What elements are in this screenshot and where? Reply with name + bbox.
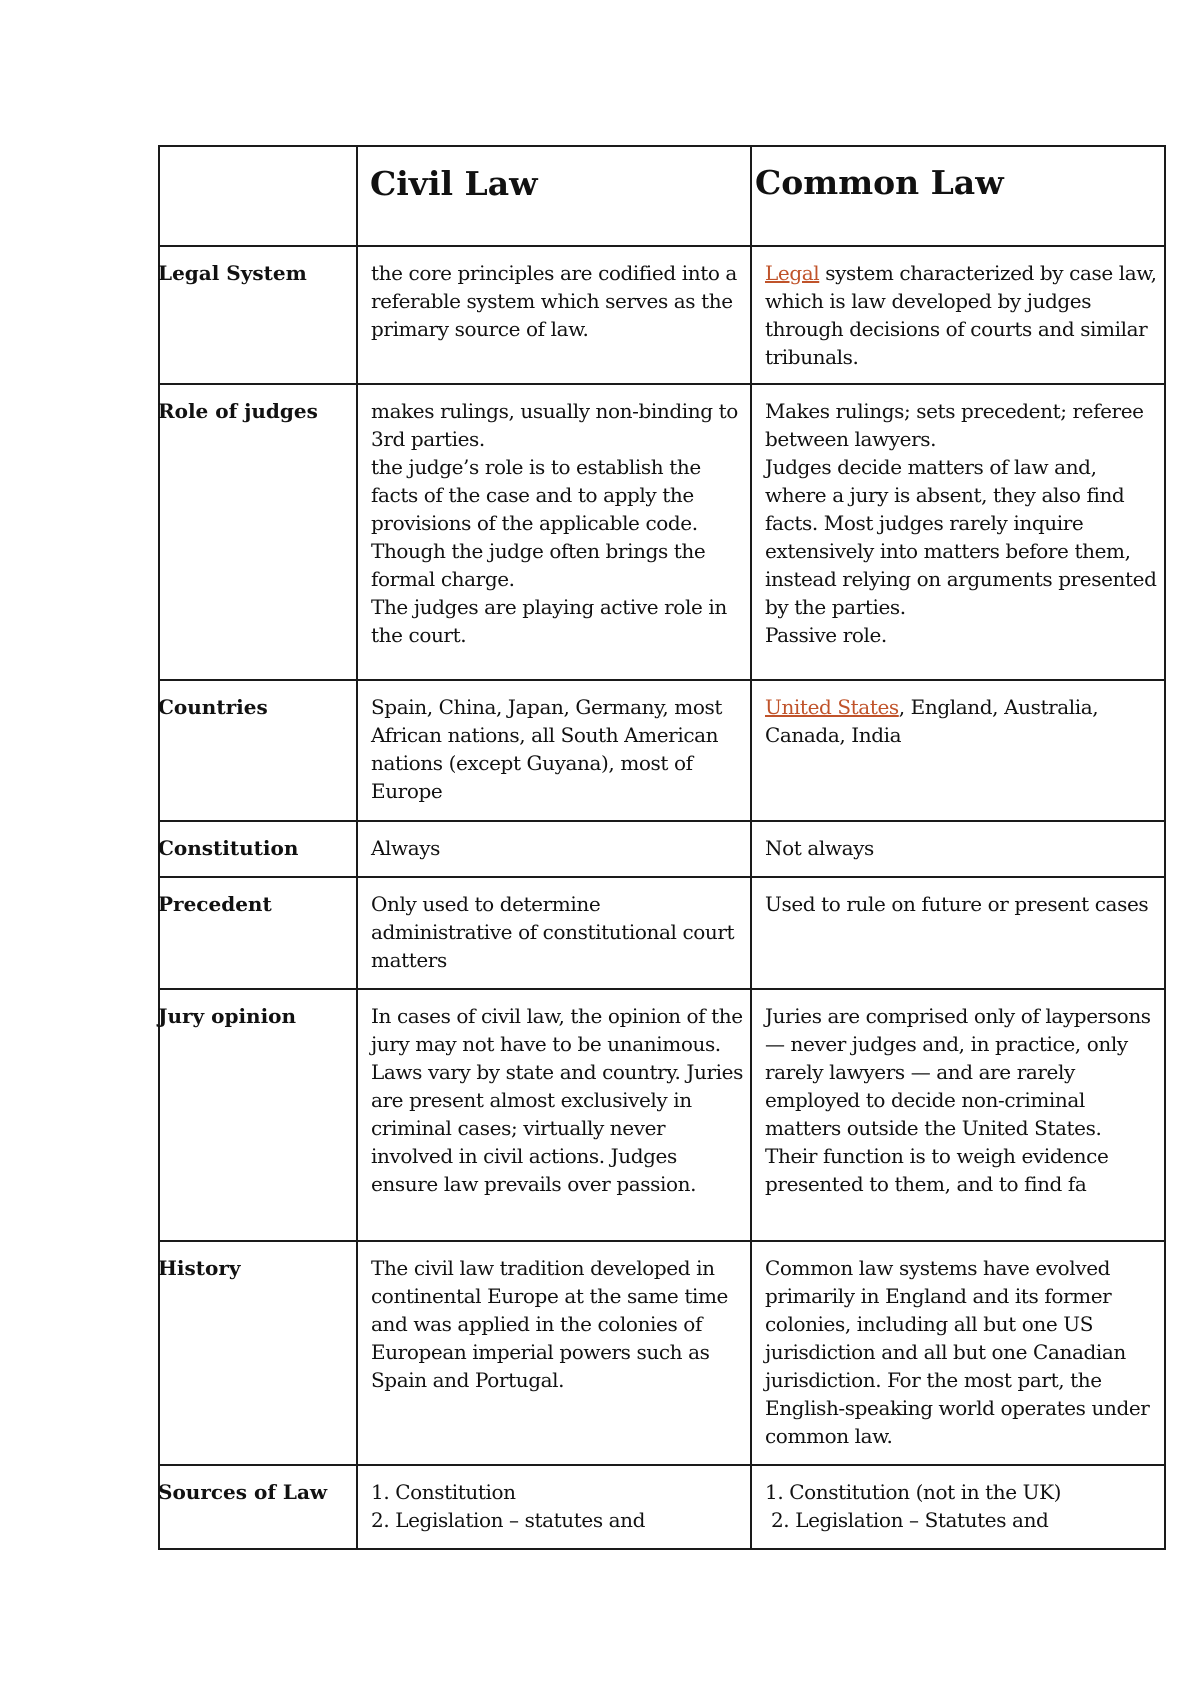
common-text: 1. Constitution (not in the UK) — [765, 1480, 1062, 1504]
row-label: Jury opinion — [158, 1004, 297, 1028]
table-row-legal-system — [159, 246, 1165, 384]
common-text: system characterized by case law, which is law developed by judges through decisions of courts and similar tribunals. — [765, 261, 1157, 369]
comparison-table — [158, 145, 1166, 1550]
common-text: 2. Legislation – Statutes and — [765, 1508, 1049, 1532]
common-cell — [751, 246, 1165, 384]
table-row-sources-of-law — [159, 1465, 1165, 1549]
civil-cell — [357, 821, 751, 877]
row-label-cell — [159, 246, 357, 384]
table-row-jury-opinion — [159, 989, 1165, 1241]
row-label: Role of judges — [158, 399, 318, 423]
civil-text: Spain, China, Japan, Germany, most African nations, all South American nations (except Guyana), most of Europe — [371, 695, 722, 803]
common-cell — [751, 821, 1165, 877]
united-states-link[interactable]: United States — [765, 695, 899, 719]
row-label: Precedent — [158, 892, 272, 916]
row-label-cell — [159, 1465, 357, 1549]
row-label-cell — [159, 384, 357, 680]
civil-cell — [357, 384, 751, 680]
common-text: Not always — [765, 836, 874, 860]
common-text: Passive role. — [765, 623, 887, 647]
civil-text: The judges are playing active role in the court. — [371, 595, 727, 647]
corner-cell — [159, 146, 357, 246]
civil-cell — [357, 680, 751, 821]
common-cell — [751, 1241, 1165, 1465]
common-text: , England, Australia, Canada, India — [765, 695, 1099, 747]
row-label: Constitution — [158, 836, 299, 860]
legal-link[interactable]: Legal — [765, 261, 820, 285]
civil-cell — [357, 877, 751, 989]
common-cell — [751, 1465, 1165, 1549]
table-row-role-of-judges — [159, 384, 1165, 680]
civil-text: 1. Constitution — [371, 1480, 516, 1504]
civil-cell — [357, 246, 751, 384]
row-label: Sources of Law — [158, 1480, 328, 1504]
civil-text: Always — [371, 836, 441, 860]
common-cell — [751, 384, 1165, 680]
header-civil-cell — [357, 146, 751, 246]
common-cell — [751, 877, 1165, 989]
header-civil-law: Civil Law — [370, 164, 538, 203]
table-row-precedent — [159, 877, 1165, 989]
civil-text: the judge’s role is to establish the facts of the case and to apply the provisions of the applicable code. Though the judge often brings the formal charge. — [371, 455, 706, 591]
common-text: Judges decide matters of law and, where a jury is absent, they also find facts. Most judges rarely inquire extensively into matters before them, instead relying on arguments presented by the parties. — [765, 455, 1157, 619]
civil-text: 2. Legislation – statutes and — [371, 1508, 646, 1532]
civil-text: the core principles are codified into a referable system which serves as the primary source of law. — [371, 261, 737, 341]
table-row-history — [159, 1241, 1165, 1465]
row-label-cell — [159, 821, 357, 877]
row-label-cell — [159, 1241, 357, 1465]
header-row — [159, 146, 1165, 246]
civil-text: The civil law tradition developed in continental Europe at the same time and was applied in the colonies of European imperial powers such as Spain and Portugal. — [371, 1256, 728, 1392]
row-label: Legal System — [158, 261, 307, 285]
row-label-cell — [159, 680, 357, 821]
common-text: Juries are comprised only of laypersons — never judges and, in practice, only rarely lawyers — and are rarely employed to decide non-criminal matters outside the United States. Their function is to weigh evidence presented to them, and to find fa — [765, 1004, 1151, 1196]
row-label: Countries — [158, 695, 268, 719]
table-row-countries — [159, 680, 1165, 821]
civil-cell — [357, 989, 751, 1241]
row-label-cell — [159, 989, 357, 1241]
common-cell — [751, 680, 1165, 821]
civil-text: makes rulings, usually non-binding to 3rd parties. — [371, 399, 738, 451]
civil-cell — [357, 1241, 751, 1465]
civil-text: In cases of civil law, the opinion of the jury may not have to be unanimous. Laws vary by state and country. Juries are present almost exclusively in criminal cases; virtually never involved in civil actions. Judges ensure law prevails over passion. — [371, 1004, 743, 1196]
civil-cell — [357, 1465, 751, 1549]
header-common-cell — [751, 146, 1165, 246]
row-label: History — [158, 1256, 241, 1280]
table-row-constitution — [159, 821, 1165, 877]
row-label-cell — [159, 877, 357, 989]
civil-text: Only used to determine administrative of constitutional court matters — [371, 892, 735, 972]
header-common-law: Common Law — [755, 163, 1004, 202]
common-text: Used to rule on future or present cases — [765, 892, 1149, 916]
common-cell — [751, 989, 1165, 1241]
common-text: Common law systems have evolved primarily in England and its former colonies, including all but one US jurisdiction and all but one Canadian jurisdiction. For the most part, the English-speaking world operates under common law. — [765, 1256, 1150, 1448]
common-text: Makes rulings; sets precedent; referee between lawyers. — [765, 399, 1144, 451]
